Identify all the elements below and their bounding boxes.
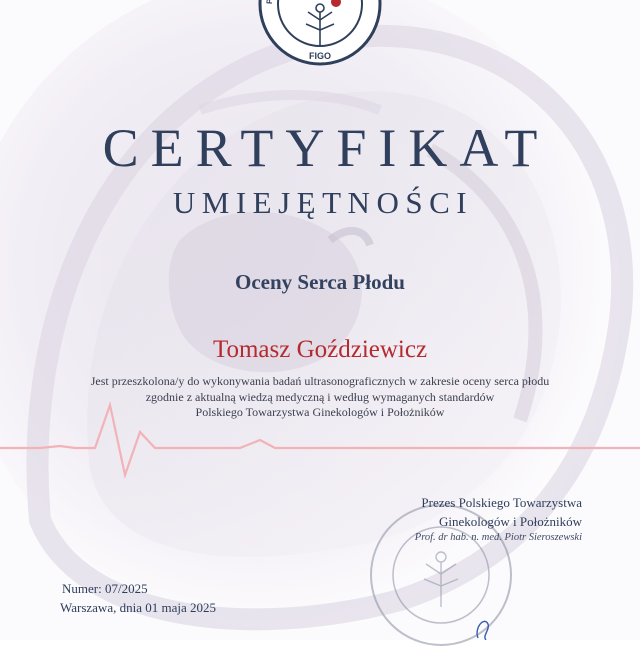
certificate-footer (60, 579, 216, 617)
signature-role-line: Prezes Polskiego Towarzystwa (421, 495, 582, 510)
logo-text-left: P (264, 0, 275, 5)
place-and-date: Warszawa, dnia 01 maja 2025 (60, 600, 216, 615)
signature-role-line: Ginekologów i Położników (439, 514, 582, 529)
signature-block (415, 493, 582, 545)
signature-scribble (470, 610, 520, 640)
recipient-name: Tomasz Goździewicz (212, 336, 428, 363)
description-line: zgodnie z aktualną wiedzą medyczną i według wymaganych standardów (145, 389, 495, 404)
certificate-topic: Oceny Serca Płodu (235, 270, 405, 294)
society-logo (258, 0, 382, 66)
description-line: Jest przeszkolona/y do wykonywania badań ultrasonograficznych w zakresie oceny serca płodu (90, 374, 550, 388)
certificate-description (40, 374, 600, 421)
certificate-subtitle: UMIEJĘTNOŚCI (172, 185, 474, 220)
certificate-title: CERTYFIKAT (102, 118, 550, 178)
certificate-number: Numer: 07/2025 (62, 581, 148, 596)
description-line: Polskiego Towarzystwa Ginekologów i Położników (195, 405, 445, 419)
logo-figo-label: FIGO (309, 51, 331, 61)
signatory-name: Prof. dr hab. n. med. Piotr Sieroszewski (414, 532, 582, 543)
